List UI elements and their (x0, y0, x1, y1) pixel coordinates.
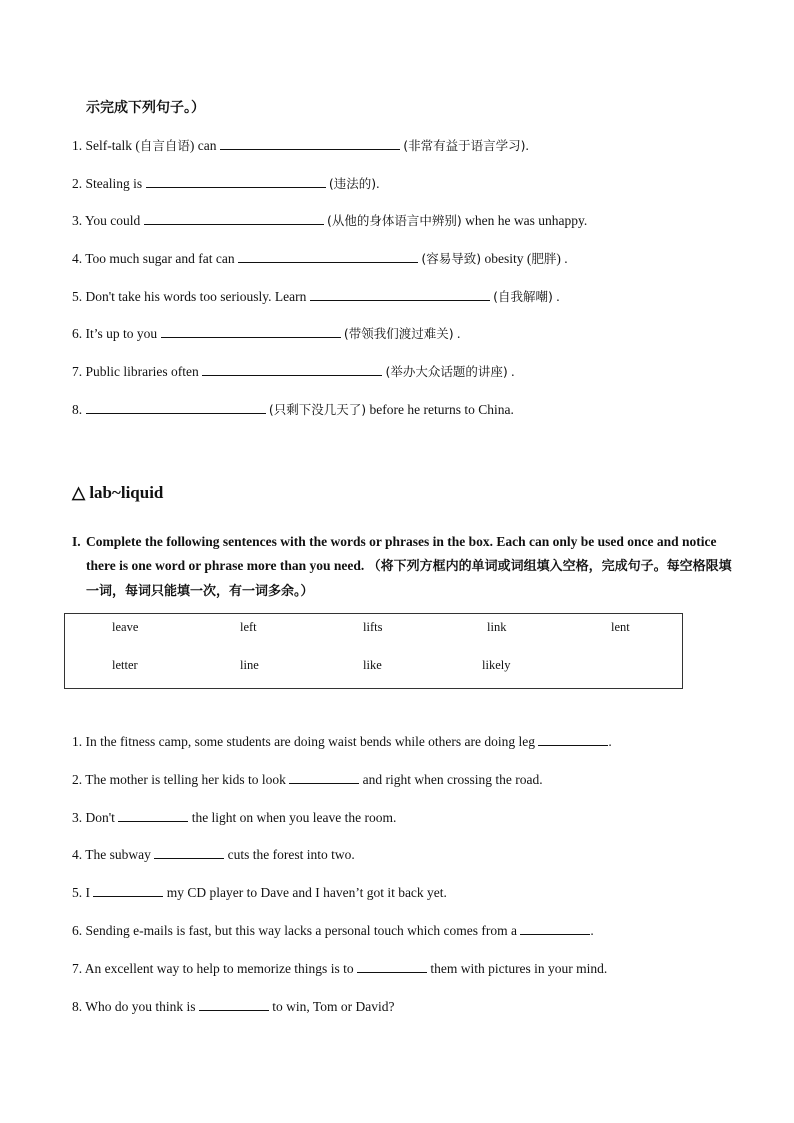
item-text: Stealing is (82, 175, 146, 191)
list-item (72, 135, 762, 173)
answer-blank[interactable] (310, 286, 490, 301)
item-text: . (590, 922, 594, 938)
item-text: . (608, 734, 612, 749)
word-option: lent (611, 620, 630, 634)
item-text: 5. I (72, 885, 94, 901)
word-option: lifts (363, 620, 383, 634)
answer-blank[interactable] (199, 996, 269, 1011)
item-hint: (带领我们渡过难关) (343, 326, 454, 342)
item-text: obesity ( (481, 251, 532, 267)
list-item (72, 248, 762, 286)
answer-blank[interactable] (161, 323, 341, 338)
answer-blank[interactable] (520, 920, 590, 935)
answer-blank[interactable] (357, 958, 427, 973)
item-text: Self-talk ( (82, 138, 140, 153)
item-text: . (376, 175, 380, 191)
item-hint: (只剩下没几天了) (268, 401, 367, 417)
item-text: and right when crossing the road. (359, 771, 543, 787)
item-text: them with pictures in your mind. (426, 960, 608, 976)
item-text: 1. In the fitness camp, some students are doing waist bends while others are doing leg (72, 734, 539, 749)
exercise-instruction (72, 530, 732, 604)
list-item (72, 361, 762, 399)
item-text: 3. Don't (72, 809, 119, 825)
translation-exercise (72, 135, 762, 437)
item-text: ) . (556, 251, 568, 267)
item-text: cuts the forest into two. (224, 847, 355, 863)
list-item (72, 996, 762, 1034)
word-option: letter (112, 658, 138, 672)
answer-blank[interactable] (86, 399, 266, 414)
instruction-cn: （将下列方框内的单词或词组填入空格，完成句子。每空格限填一词，每词只能填一次，有一词多余。） (86, 559, 732, 599)
item-hint: (从他的身体语言中辨别) (327, 213, 462, 229)
item-text: It’s up to you (82, 326, 161, 342)
list-item (72, 844, 762, 882)
item-number: 3. (72, 213, 83, 229)
list-item (72, 399, 762, 437)
item-number: 5. (72, 288, 83, 304)
instruction-en: Complete the following sentences with the words or phrases in the box. Each can only be used once and notice there is one word or phrase more than you need. (86, 534, 717, 573)
item-hint: (容易导致) (421, 251, 482, 267)
word-option: link (487, 620, 507, 634)
item-text: Too much sugar and fat can (82, 251, 239, 267)
item-hint: (违法的) (328, 175, 377, 191)
section-intro: 示完成下列句子。） (86, 100, 205, 116)
item-text: my CD player to Dave and I haven’t got it back yet. (163, 885, 447, 901)
answer-blank[interactable] (238, 248, 418, 263)
word-option: like (363, 658, 382, 672)
word-option: left (240, 620, 257, 634)
item-text: Public libraries often (82, 364, 203, 380)
answer-blank[interactable] (93, 882, 163, 897)
list-item (72, 807, 762, 845)
word-option: likely (482, 658, 511, 672)
instruction-text (86, 530, 732, 604)
item-text: the light on when you leave the room. (188, 809, 397, 825)
answer-blank[interactable] (538, 731, 608, 746)
item-number: 8. (72, 401, 83, 417)
list-item (72, 882, 762, 920)
answer-blank[interactable] (220, 135, 400, 150)
item-text: . (453, 326, 461, 342)
word-option: leave (112, 620, 139, 634)
word-box (64, 613, 683, 689)
instruction-number: I. (72, 534, 81, 549)
answer-blank[interactable] (202, 361, 382, 376)
item-text: You could (82, 213, 144, 229)
item-cn-text: 肥胖 (531, 251, 557, 267)
item-text: 7. An excellent way to help to memorize things is to (72, 960, 357, 976)
item-text: . (552, 288, 560, 304)
item-text: 2. The mother is telling her kids to look (72, 771, 290, 787)
item-hint: (自我解嘲) (493, 288, 553, 304)
answer-blank[interactable] (144, 210, 324, 225)
item-text: when he was unhappy. (461, 213, 588, 229)
answer-blank[interactable] (146, 173, 326, 188)
item-text: . (525, 138, 529, 153)
list-item (72, 323, 762, 361)
item-text: . (507, 364, 515, 380)
item-hint: (非常有益于语言学习) (403, 138, 526, 153)
list-item (72, 731, 762, 769)
item-text: 4. The subway (72, 847, 155, 863)
item-text: ) can (189, 138, 220, 153)
fill-in-exercise (72, 731, 762, 1033)
item-text: before he returns to China. (366, 401, 514, 417)
list-item (72, 920, 762, 958)
item-number: 6. (72, 326, 83, 342)
list-item (72, 958, 762, 996)
section-title: △ lab~liquid (72, 483, 164, 502)
item-cn-text: 自言自语 (139, 138, 190, 153)
answer-blank[interactable] (118, 807, 188, 822)
answer-blank[interactable] (154, 844, 224, 859)
item-number: 1. (72, 138, 83, 153)
item-text: Don't take his words too seriously. Learn (82, 288, 310, 304)
item-number: 4. (72, 251, 83, 267)
item-number: 2. (72, 175, 83, 191)
list-item (72, 210, 762, 248)
item-hint: (举办大众话题的讲座) (385, 364, 508, 380)
word-option: line (240, 658, 259, 672)
item-text: 8. Who do you think is (72, 998, 199, 1014)
item-text: 6. Sending e-mails is fast, but this way lacks a personal touch which comes from a (72, 922, 521, 938)
item-number: 7. (72, 364, 83, 380)
list-item (72, 769, 762, 807)
list-item (72, 286, 762, 324)
list-item (72, 173, 762, 211)
item-text: to win, Tom or David? (268, 998, 395, 1014)
answer-blank[interactable] (289, 769, 359, 784)
